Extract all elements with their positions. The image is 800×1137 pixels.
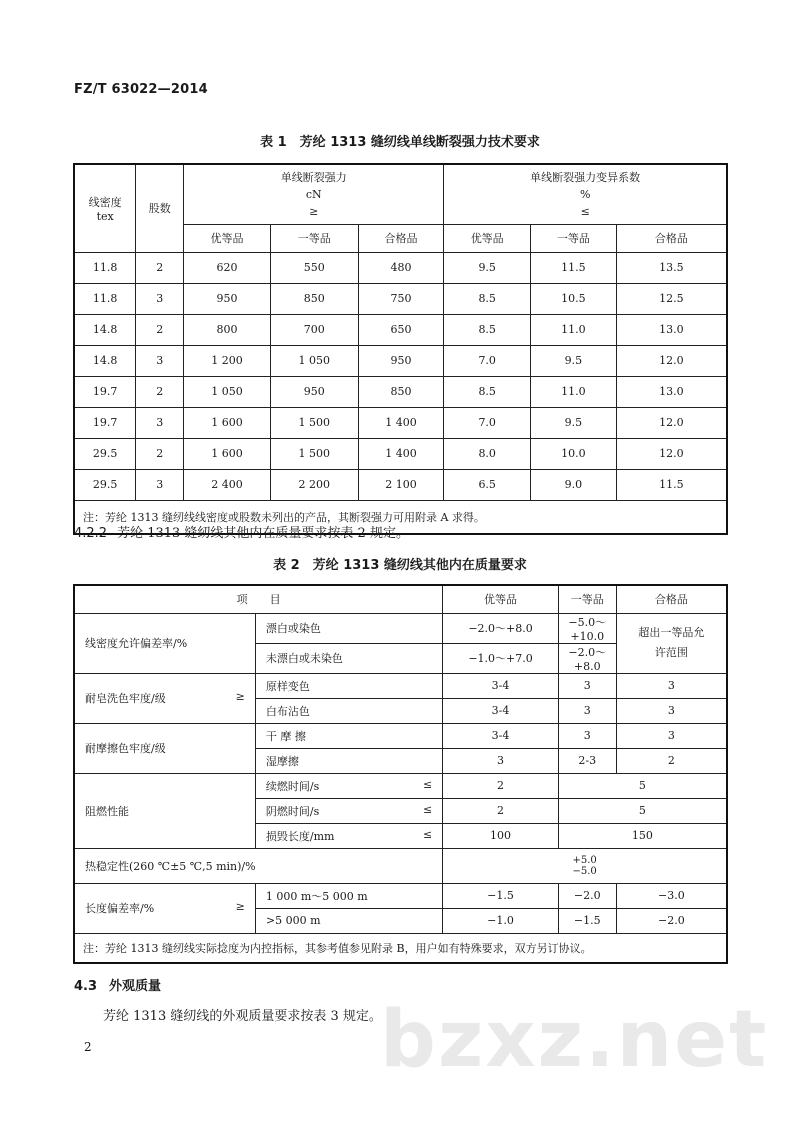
t2-thermal-tolerance — [443, 848, 727, 883]
section-4-3-title: 外观质量 — [109, 979, 162, 994]
t1-row — [74, 469, 727, 500]
t2-flame-sub1 — [255, 773, 442, 798]
t1-cell-strength-qualified: 2 100 — [358, 469, 444, 500]
t1-row — [74, 314, 727, 345]
t1-grade-first: 一等品 — [270, 224, 358, 252]
t1-cell-strength-qualified: 1 400 — [358, 407, 444, 438]
t2-density-label: 线密度允许偏差率/% — [74, 613, 255, 673]
t1-cell-strength-first: 550 — [270, 252, 358, 283]
t1-cell-cv-first: 11.5 — [531, 252, 617, 283]
para-4-2-2-text: 芳纶 1313 缝纫线其他内在质量要求按表 2 规定。 — [117, 526, 409, 541]
t1-cell-strength-first: 1 500 — [270, 438, 358, 469]
t2-length-sub2-first: −1.5 — [558, 908, 616, 933]
t1-cell-strength-qualified: 1 400 — [358, 438, 444, 469]
t1-grade-excellent: 优等品 — [184, 224, 271, 252]
t2-density-sub2-first: −2.0～+8.0 — [558, 643, 616, 673]
t2-rub-sub1: 干 摩 擦 — [255, 723, 442, 748]
t2-flame-sub3-rest: 150 — [558, 823, 727, 848]
t2-length-sub1-first: −2.0 — [558, 883, 616, 908]
t1-cell-strength-qualified: 480 — [358, 252, 444, 283]
t1-grade-first-cv: 一等品 — [531, 224, 617, 252]
t1-cell-strength-excellent: 1 200 — [184, 345, 271, 376]
t1-cell-cv-excellent: 6.5 — [444, 469, 531, 500]
t1-cell-strength-first: 700 — [270, 314, 358, 345]
t2-rub-label: 耐摩擦色牢度/级 — [74, 723, 255, 773]
t2-soap-sub1-first: 3 — [558, 673, 616, 698]
t2-thermal-upper: +5.0 — [572, 854, 597, 866]
table2 — [73, 584, 728, 964]
t1-cell-strength-first: 850 — [270, 283, 358, 314]
t1-cell-strength-first: 950 — [270, 376, 358, 407]
t2-thermal-lower: −5.0 — [572, 865, 597, 877]
t2-flame-sub1-ex: 2 — [443, 773, 559, 798]
t2-flame-sub1-sym: ≤ — [423, 777, 433, 791]
t1-cell-cv-qualified: 12.0 — [616, 438, 727, 469]
t1-cell-cv-qualified: 13.5 — [616, 252, 727, 283]
t1-cell-strength-qualified: 750 — [358, 283, 444, 314]
t1-cell-ply: 2 — [136, 252, 184, 283]
t2-flame-sub2 — [255, 798, 442, 823]
t1-cell-density: 11.8 — [74, 283, 136, 314]
t2-length-sub1: 1 000 m～5 000 m — [255, 883, 442, 908]
t1-row — [74, 438, 727, 469]
t2-length-sym: ≥ — [235, 900, 245, 913]
t1-cell-cv-excellent: 9.5 — [444, 252, 531, 283]
t1-cell-strength-qualified: 850 — [358, 376, 444, 407]
t1-cell-cv-qualified: 12.0 — [616, 345, 727, 376]
t1-cell-ply: 2 — [136, 314, 184, 345]
t2-length-sub2-qualified: −2.0 — [616, 908, 727, 933]
t2-soap-sub1: 原样变色 — [255, 673, 442, 698]
t2-length-sub1-qualified: −3.0 — [616, 883, 727, 908]
t2-flame-sub3-sym: ≤ — [423, 827, 433, 841]
t1-cell-cv-excellent: 8.5 — [444, 376, 531, 407]
t2-density-sub1: 漂白或染色 — [255, 613, 442, 643]
t2-soap-label — [74, 673, 255, 723]
standard-code-header: FZ/T 63022—2014 — [74, 82, 208, 97]
para-4-2-2 — [74, 522, 409, 541]
t1-cell-ply: 3 — [136, 345, 184, 376]
t1-cell-cv-first: 10.5 — [531, 283, 617, 314]
t2-rub-sub2: 湿摩擦 — [255, 748, 442, 773]
t2-soap-sub1-ex: 3-4 — [443, 673, 559, 698]
t2-rub-sub1-ex: 3-4 — [443, 723, 559, 748]
t2-flame-sub2-ex: 2 — [443, 798, 559, 823]
t2-thermal-label: 热稳定性(260 ℃±5 ℃,5 min)/% — [74, 848, 443, 883]
t2-rub-sub1-first: 3 — [558, 723, 616, 748]
t1-group-cv-label: 单线断裂强力变异系数 — [530, 170, 641, 184]
t2-length-sub2-ex: −1.0 — [443, 908, 559, 933]
t1-cell-cv-qualified: 13.0 — [616, 376, 727, 407]
t1-group-strength-label: 单线断裂强力 — [280, 170, 347, 184]
para-4-2-2-number: 4.2.2 — [74, 526, 108, 541]
t1-group-strength — [184, 164, 444, 224]
t1-row — [74, 283, 727, 314]
para-4-3: 芳纶 1313 缝纫线的外观质量要求按表 3 规定。 — [103, 1009, 382, 1024]
t1-col-density — [74, 164, 136, 252]
t1-cell-cv-excellent: 7.0 — [444, 407, 531, 438]
t1-cell-ply: 3 — [136, 407, 184, 438]
page-number: 2 — [84, 1040, 92, 1054]
t2-length-label — [74, 883, 255, 933]
t2-soap-sub2-qualified: 3 — [616, 698, 727, 723]
t1-cell-strength-first: 1 050 — [270, 345, 358, 376]
t2-soap-sub2: 白布沾色 — [255, 698, 442, 723]
t1-cell-strength-excellent: 1 600 — [184, 438, 271, 469]
t1-col-density-label: 线密度 — [88, 195, 122, 209]
t1-note: 注：芳纶 1313 缝纫线线密度或股数未列出的产品，其断裂强力可用附录 A 求得。 — [74, 500, 727, 534]
t1-row — [74, 376, 727, 407]
t1-group-strength-unit: cN — [305, 187, 322, 201]
t1-cell-strength-first: 2 200 — [270, 469, 358, 500]
t1-grade-excellent-cv: 优等品 — [444, 224, 531, 252]
t2-density-sub1-first: −5.0～+10.0 — [558, 613, 616, 643]
t1-grade-qualified-cv: 合格品 — [616, 224, 727, 252]
t1-cell-cv-qualified: 13.0 — [616, 314, 727, 345]
t1-cell-cv-excellent: 8.5 — [444, 314, 531, 345]
t1-row — [74, 345, 727, 376]
t1-cell-strength-excellent: 620 — [184, 252, 271, 283]
t1-cell-cv-first: 9.5 — [531, 407, 617, 438]
t1-col-ply: 股数 — [136, 164, 184, 252]
t1-group-cv-sym: ≤ — [580, 204, 590, 218]
t1-cell-cv-excellent: 8.0 — [444, 438, 531, 469]
t1-cell-density: 14.8 — [74, 314, 136, 345]
t1-group-strength-sym: ≥ — [309, 204, 319, 218]
t1-cell-ply: 3 — [136, 469, 184, 500]
t2-length-sub2: >5 000 m — [255, 908, 442, 933]
t2-col-item: 项 目 — [74, 585, 443, 613]
t2-soap-sub1-qualified: 3 — [616, 673, 727, 698]
t1-cell-cv-first: 9.0 — [531, 469, 617, 500]
t2-flame-sub2-sym: ≤ — [423, 802, 433, 816]
t2-density-qualified: 超出一等品允许范围 — [616, 613, 727, 673]
t1-cell-cv-first: 11.0 — [531, 314, 617, 345]
t2-rub-sub2-qualified: 2 — [616, 748, 727, 773]
t1-cell-density: 19.7 — [74, 376, 136, 407]
t1-cell-density: 14.8 — [74, 345, 136, 376]
t1-cell-strength-qualified: 650 — [358, 314, 444, 345]
t2-col-qualified: 合格品 — [616, 585, 727, 613]
t2-note: 注：芳纶 1313 缝纫线实际捻度为内控指标，其参考值参见附录 B，用户如有特殊要求，双方另订协议。 — [74, 933, 727, 963]
t1-cell-cv-qualified: 11.5 — [616, 469, 727, 500]
t1-cell-ply: 3 — [136, 283, 184, 314]
t2-soap-sym: ≥ — [235, 690, 245, 703]
table1 — [73, 163, 728, 535]
t2-density-sub1-ex: −2.0～+8.0 — [443, 613, 559, 643]
t1-cell-ply: 2 — [136, 438, 184, 469]
t1-group-cv — [444, 164, 727, 224]
t1-cell-cv-first: 10.0 — [531, 438, 617, 469]
t2-soap-label-text: 耐皂洗色牢度/级 — [85, 692, 166, 705]
t1-row — [74, 252, 727, 283]
t2-col-first: 一等品 — [558, 585, 616, 613]
t2-flame-sub2-text: 阴燃时间/s — [265, 804, 320, 818]
t1-grade-qualified: 合格品 — [358, 224, 444, 252]
t2-length-sub1-ex: −1.5 — [443, 883, 559, 908]
t2-rub-sub2-ex: 3 — [443, 748, 559, 773]
t1-cell-cv-qualified: 12.0 — [616, 407, 727, 438]
t2-soap-sub2-first: 3 — [558, 698, 616, 723]
table1-caption: 表 1 芳纶 1313 缝纫线单线断裂强力技术要求 — [260, 135, 540, 150]
t1-row — [74, 407, 727, 438]
t1-cell-density: 19.7 — [74, 407, 136, 438]
t2-density-sub2-ex: −1.0～+7.0 — [443, 643, 559, 673]
t2-rub-sub1-qualified: 3 — [616, 723, 727, 748]
t2-flame-sub3-text: 损毁长度/mm — [265, 829, 335, 843]
t1-cell-strength-excellent: 2 400 — [184, 469, 271, 500]
t2-flame-sub2-rest: 5 — [558, 798, 727, 823]
t2-col-excellent: 优等品 — [443, 585, 559, 613]
section-4-3 — [74, 975, 161, 994]
t1-cell-strength-excellent: 800 — [184, 314, 271, 345]
t1-cell-cv-first: 11.0 — [531, 376, 617, 407]
t1-cell-strength-excellent: 950 — [184, 283, 271, 314]
t1-cell-cv-qualified: 12.5 — [616, 283, 727, 314]
t1-cell-density: 29.5 — [74, 438, 136, 469]
t2-flame-label: 阻燃性能 — [74, 773, 255, 848]
t1-cell-density: 11.8 — [74, 252, 136, 283]
t2-flame-sub3 — [255, 823, 442, 848]
t1-cell-cv-excellent: 7.0 — [444, 345, 531, 376]
t2-flame-sub3-ex: 100 — [443, 823, 559, 848]
t1-cell-strength-excellent: 1 600 — [184, 407, 271, 438]
t2-density-sub2: 未漂白或未染色 — [255, 643, 442, 673]
t2-length-label-text: 长度偏差率/% — [85, 902, 155, 915]
t1-cell-ply: 2 — [136, 376, 184, 407]
t1-cell-strength-first: 1 500 — [270, 407, 358, 438]
t1-cell-density: 29.5 — [74, 469, 136, 500]
section-4-3-number: 4.3 — [74, 979, 98, 994]
t1-cell-cv-first: 9.5 — [531, 345, 617, 376]
table2-caption: 表 2 芳纶 1313 缝纫线其他内在质量要求 — [273, 558, 527, 573]
t2-soap-sub2-ex: 3-4 — [443, 698, 559, 723]
t1-cell-strength-excellent: 1 050 — [184, 376, 271, 407]
t2-flame-sub1-text: 续燃时间/s — [265, 779, 320, 793]
t1-col-density-unit: tex — [96, 209, 114, 223]
t1-group-cv-unit: % — [579, 187, 591, 201]
t1-cell-cv-excellent: 8.5 — [444, 283, 531, 314]
t1-cell-strength-qualified: 950 — [358, 345, 444, 376]
t2-rub-sub2-first: 2-3 — [558, 748, 616, 773]
t2-flame-sub1-rest: 5 — [558, 773, 727, 798]
watermark: bzxz.net — [380, 995, 769, 1085]
